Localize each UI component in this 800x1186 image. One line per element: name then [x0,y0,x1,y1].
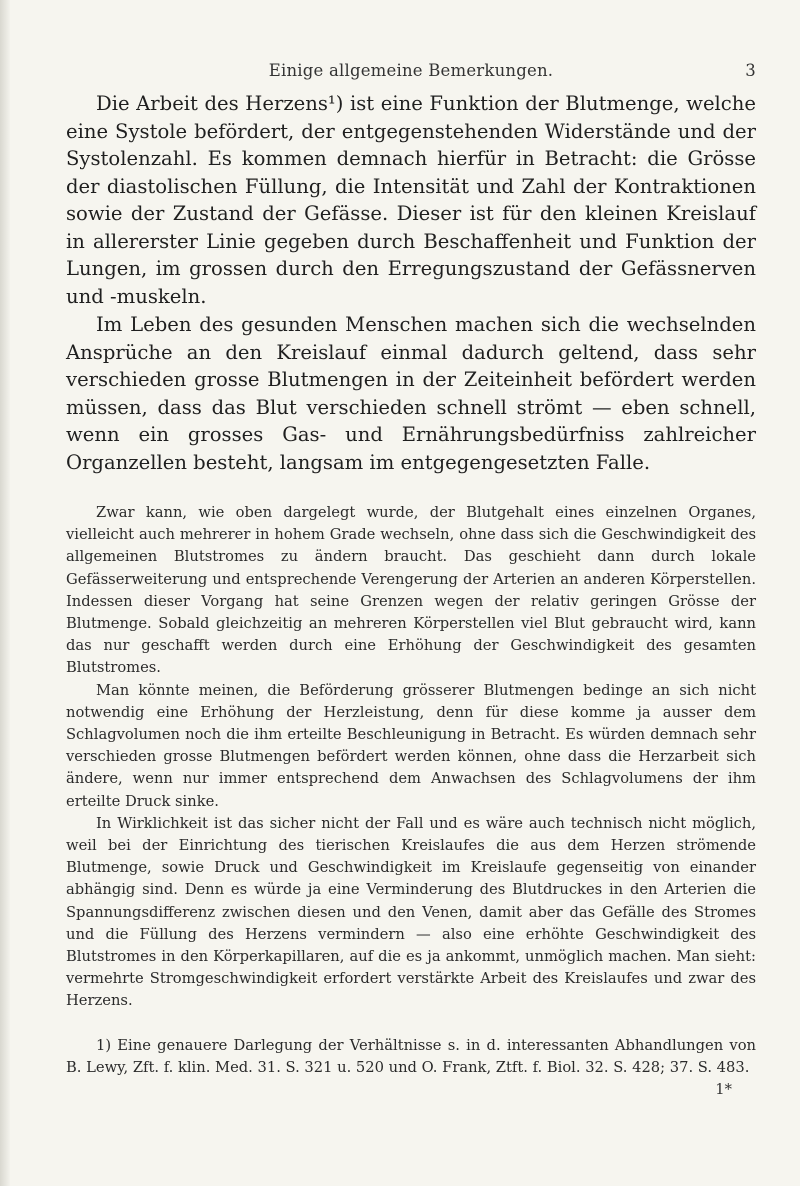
main-paragraph: Im Leben des gesunden Menschen machen sich die wechselnden Ansprüche an den Kreislauf einmal dadurch geltend, dass sehr verschieden grosse Blutmengen in der Zeiteinheit befördert werden müssen, dass das Blut verschieden schnell strömt — eben schnell, wenn ein grosses Gas- und Ernährungsbedürfniss zahlreicher Organzellen besteht, langsam im entgegengesetzten Falle. [66,313,756,474]
small-print-text [66,502,756,1013]
small-paragraph: Man könnte meinen, die Beförderung grösserer Blutmengen bedinge an sich nicht notwendig eine Erhöhung der Herzleistung, denn für diese komme ja ausser dem Schlagvolumen noch die ihm erteilte Beschleunigung in Betracht. Es würden demnach sehr verschieden grosse Blutmengen befördert werden können, ohne dass die Herzarbeit sich ändere, wenn nur immer entsprechend dem Anwachsen des Schlagvolumens der ihm erteilte Druck sinke. [66,681,756,810]
small-paragraph: Zwar kann, wie oben dargelegt wurde, der Blutgehalt eines einzelnen Organes, vielleicht auch mehrerer in hohem Grade wechseln, ohne dass sich die Geschwindigkeit des allgemeinen Blutstromes zu ändern braucht. Das geschieht dann durch lokale Gefässerweiterung und entsprechende Verengerung der Arterien an anderen Körperstellen. Indessen dieser Vorgang hat seine Grenzen wegen der relativ geringen Grösse der Blutmenge. Sobald gleichzeitig an mehreren Körperstellen viel Blut gebraucht wird, kann das nur geschafft werden durch eine Erhöhung der Geschwindigkeit des gesamten Blutstromes. [66,504,756,677]
running-head [66,58,756,88]
footnote [66,1035,756,1079]
footnote-text: 1) Eine genauere Darlegung der Verhältnisse s. in d. interessanten Abhandlungen von B. Lewy, Zft. f. klin. Med. 31. S. 321 u. 520 und O. Frank, Ztft. f. Biol. 32. S. 428; 37. S. 483. [66,1036,756,1076]
book-page [66,58,756,1098]
running-head-title: Einige allgemeine Bemerkungen. [268,61,554,80]
page-edge [0,0,10,1186]
small-paragraph: In Wirklichkeit ist das sicher nicht der Fall und es wäre auch technisch nicht möglich, weil bei der Einrichtung des tierischen Kreislaufes die aus dem Herzen strömende Blutmenge, sowie Druck und Geschwindigkeit im Kreislaufe gegenseitig von einander abhängig sind. Denn es würde ja eine Verminderung des Blutdruckes in den Arterien die Spannungsdifferenz zwischen diesen und den Venen, damit aber das Gefälle des Stromes und die Füllung des Herzens vermindern — also eine erhöhte Geschwindigkeit des Blutstromes in den Körperkapillaren, auf die es ja ankommt, unmöglich machen. Man sieht: vermehrte Stromgeschwindigkeit erfordert verstärkte Arbeit des Kreislaufes und zwar des Herzens. [66,814,756,1010]
main-text [66,90,756,476]
signature-mark: 1* [715,1080,732,1098]
main-paragraph: Die Arbeit des Herzens¹) ist eine Funktion der Blutmenge, welche eine Systole befördert, der entgegenstehenden Widerstände und der Systolenzahl. Es kommen demnach hierfür in Betracht: die Grösse der diastolischen Füllung, die Intensität und Zahl der Kontraktionen sowie der Zustand der Gefässe. Dieser ist für den kleinen Kreislauf in allererster Linie gegeben durch Beschaffenheit und Funktion der Lungen, im grossen durch den Erregungszustand der Gefässnerven und -muskeln. [66,92,756,308]
page-number: 3 [745,61,756,80]
